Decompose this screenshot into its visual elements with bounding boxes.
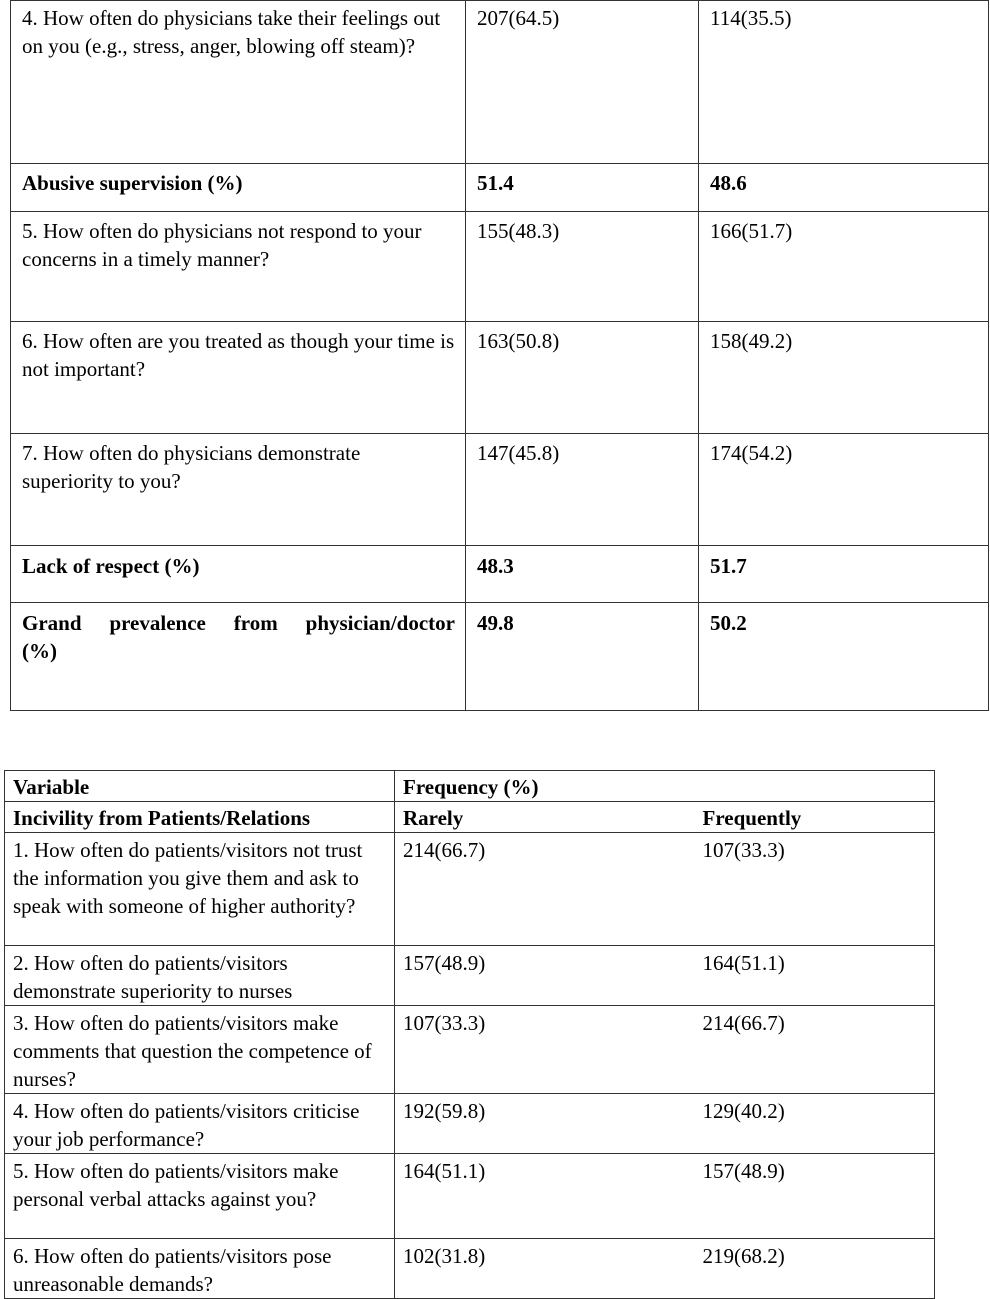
table-row [11,212,989,322]
rarely-cell: 147(45.8) [466,434,699,546]
item-cell [11,603,466,711]
frequently-cell: 48.6 [699,164,989,212]
item-line-2: (%) [22,639,57,663]
rarely-cell: 155(48.3) [466,212,699,322]
frequently-cell: 50.2 [699,603,989,711]
frequently-cell: 158(49.2) [699,322,989,434]
item-cell: 5. How often do physicians not respond to your concerns in a timely manner? [11,212,466,322]
rarely-cell: 49.8 [466,603,699,711]
subheader-row [5,802,935,833]
table-row [11,434,989,546]
item-cell: 6. How often do patients/visitors pose unreasonable demands? [5,1239,395,1299]
rarely-cell: 107(33.3) [395,1006,695,1094]
frequently-cell: 166(51.7) [699,212,989,322]
item-line-1: Grand prevalence from physician/doctor [22,611,455,635]
frequently-cell: 51.7 [699,546,989,603]
table-row [5,833,935,946]
frequently-cell: 129(40.2) [695,1094,935,1154]
frequently-cell: 114(35.5) [699,1,989,164]
frequency-header: Frequency (%) [395,771,695,802]
rarely-cell: 192(59.8) [395,1094,695,1154]
frequently-header: Frequently [695,802,935,833]
rarely-cell: 48.3 [466,546,699,603]
grand-total-row [11,603,989,711]
table-row [11,322,989,434]
variable-header: Variable [5,771,395,802]
frequently-cell: 164(51.1) [695,946,935,1006]
header-spacer [695,771,935,802]
table-row [11,1,989,164]
frequently-cell: 107(33.3) [695,833,935,946]
rarely-cell: 102(31.8) [395,1239,695,1299]
rarely-cell: 163(50.8) [466,322,699,434]
item-cell: 4. How often do patients/visitors criticise your job performance? [5,1094,395,1154]
item-cell: 4. How often do physicians take their feelings out on you (e.g., stress, anger, blowing off steam)? [11,1,466,164]
rarely-cell: 51.4 [466,164,699,212]
item-cell: 3. How often do patients/visitors make comments that question the competence of nurses? [5,1006,395,1094]
item-cell: 5. How often do patients/visitors make personal verbal attacks against you? [5,1154,395,1239]
subtotal-row [11,164,989,212]
rarely-cell: 157(48.9) [395,946,695,1006]
table-row [5,1006,935,1094]
rarely-cell: 164(51.1) [395,1154,695,1239]
item-cell: Lack of respect (%) [11,546,466,603]
header-row [5,771,935,802]
frequently-cell: 214(66.7) [695,1006,935,1094]
item-cell: 7. How often do physicians demonstrate superiority to you? [11,434,466,546]
frequently-cell: 219(68.2) [695,1239,935,1299]
section-header: Incivility from Patients/Relations [5,802,395,833]
frequently-cell: 174(54.2) [699,434,989,546]
rarely-cell: 207(64.5) [466,1,699,164]
table-row [5,946,935,1006]
item-cell: 6. How often are you treated as though your time is not important? [11,322,466,434]
item-cell: 1. How often do patients/visitors not trust the information you give them and ask to speak with someone of higher authority? [5,833,395,946]
rarely-cell: 214(66.7) [395,833,695,946]
frequently-cell: 157(48.9) [695,1154,935,1239]
table-row [5,1154,935,1239]
patient-incivility-table [4,770,935,1299]
item-cell: Abusive supervision (%) [11,164,466,212]
rarely-header: Rarely [395,802,695,833]
table-row [5,1094,935,1154]
subtotal-row [11,546,989,603]
physician-incivility-table [10,0,989,711]
item-cell: 2. How often do patients/visitors demonstrate superiority to nurses [5,946,395,1006]
table-row [5,1239,935,1299]
